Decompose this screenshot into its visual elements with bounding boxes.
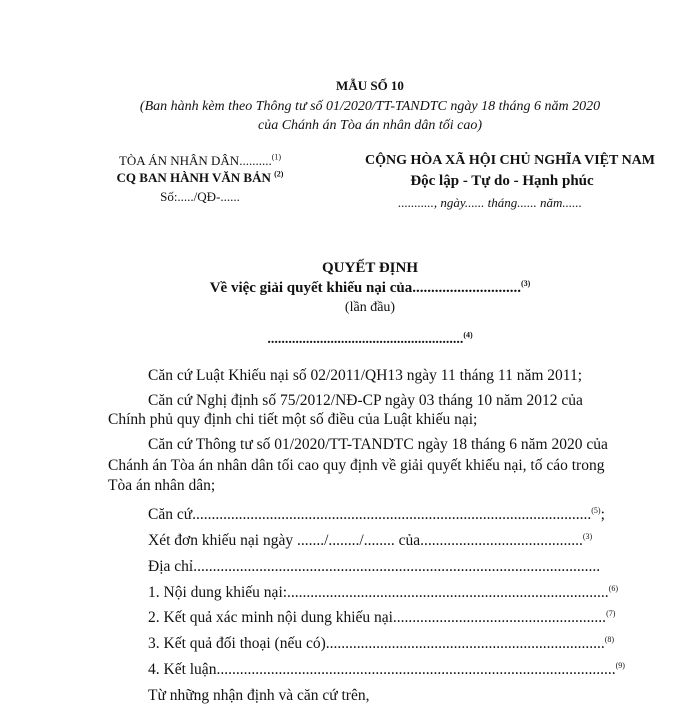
content-footnote: (6) <box>608 583 619 593</box>
dialogue-footnote: (8) <box>604 634 615 644</box>
basis-circular-line2: Chánh án Tòa án nhân dân tối cao quy định về giải quyết khiếu nại, tố cáo trong <box>108 457 605 474</box>
address-field: Địa chỉ......................................................................................................... <box>148 558 601 575</box>
basis-other-field: Căn cứ.......................................................................................................$^{(5)}$; <box>148 505 605 523</box>
closing-basis-line: Từ những nhận định và căn cứ trên, <box>148 687 370 704</box>
decision-subject: Về việc giải quyết khiếu nại của.............................$^{(3)}$ <box>209 279 531 296</box>
country-name: CỘNG HÒA XÃ HỘI CHỦ NGHĨA VIỆT NAM <box>364 153 655 168</box>
issuing-authority: ........................................................$^{(4)}$ <box>267 330 473 347</box>
issued-note-line2: của Chánh án Tòa án nhân dân tối cao) <box>258 118 482 133</box>
document-number: Số:...../QĐ-...... <box>160 189 240 204</box>
court-name: TÒA ÁN NHÂN DÂN..........$^{(1)}$ <box>118 152 282 168</box>
basis-decree-line2: Chính phủ quy định chi tiết một số điều của Luật khiếu nại; <box>108 411 478 428</box>
place-date: ..........., ngày...... tháng...... năm...... <box>398 195 582 210</box>
dialogue-result-field: 3. Kết quả đối thoại (nếu có)........................................................................$^{(8)}$ <box>148 634 615 652</box>
basis-circular-line1: Căn cứ Thông tư số 01/2020/TT-TANDTC ngày 18 tháng 6 năm 2020 của <box>148 436 608 453</box>
subject-footnote: (3) <box>520 279 531 288</box>
verification-footnote: (7) <box>606 608 616 618</box>
court-footnote: (1) <box>271 152 282 162</box>
complaint-content-field: 1. Nội dung khiếu nại:...................................................................................$^{(6)}$ <box>148 583 619 601</box>
basis-footnote: (5) <box>591 505 601 515</box>
decision-round: (lần đầu) <box>344 300 396 315</box>
complaint-date-field: Xét đơn khiếu nại ngày ......./......../........ của..........................................$^{(3)}$ <box>148 531 593 549</box>
conclusion-footnote: (9) <box>615 660 625 670</box>
basis-circular-line3: Tòa án nhân dân; <box>108 477 216 494</box>
complainant-footnote: (3) <box>582 531 593 541</box>
verification-result-field: 2. Kết quả xác minh nội dung khiếu nại.......................................................$^{(7)}$ <box>148 608 616 626</box>
national-motto: Độc lập - Tự do - Hạnh phúc <box>410 173 594 189</box>
conclusion-field: 4. Kết luận.......................................................................................................$^{(9)}$ <box>148 660 625 678</box>
issuer-footnote: (4) <box>463 330 473 340</box>
agency-footnote: (2) <box>274 169 284 179</box>
form-number: MẪU SỐ 10 <box>336 78 404 93</box>
issued-note-line1: (Ban hành kèm theo Thông tư số 01/2020/TT-TANDTC ngày 18 tháng 6 năm 2020 <box>139 99 601 114</box>
basis-decree-line1: Căn cứ Nghị định số 75/2012/NĐ-CP ngày 03 tháng 10 năm 2012 của <box>148 392 583 409</box>
decision-title: QUYẾT ĐỊNH <box>322 260 418 276</box>
basis-complaint-law: Căn cứ Luật Khiếu nại số 02/2011/QH13 ngày 11 tháng 11 năm 2011; <box>148 367 583 384</box>
issuing-agency: CQ BAN HÀNH VĂN BẢN $^{(2)}$ <box>116 169 284 185</box>
